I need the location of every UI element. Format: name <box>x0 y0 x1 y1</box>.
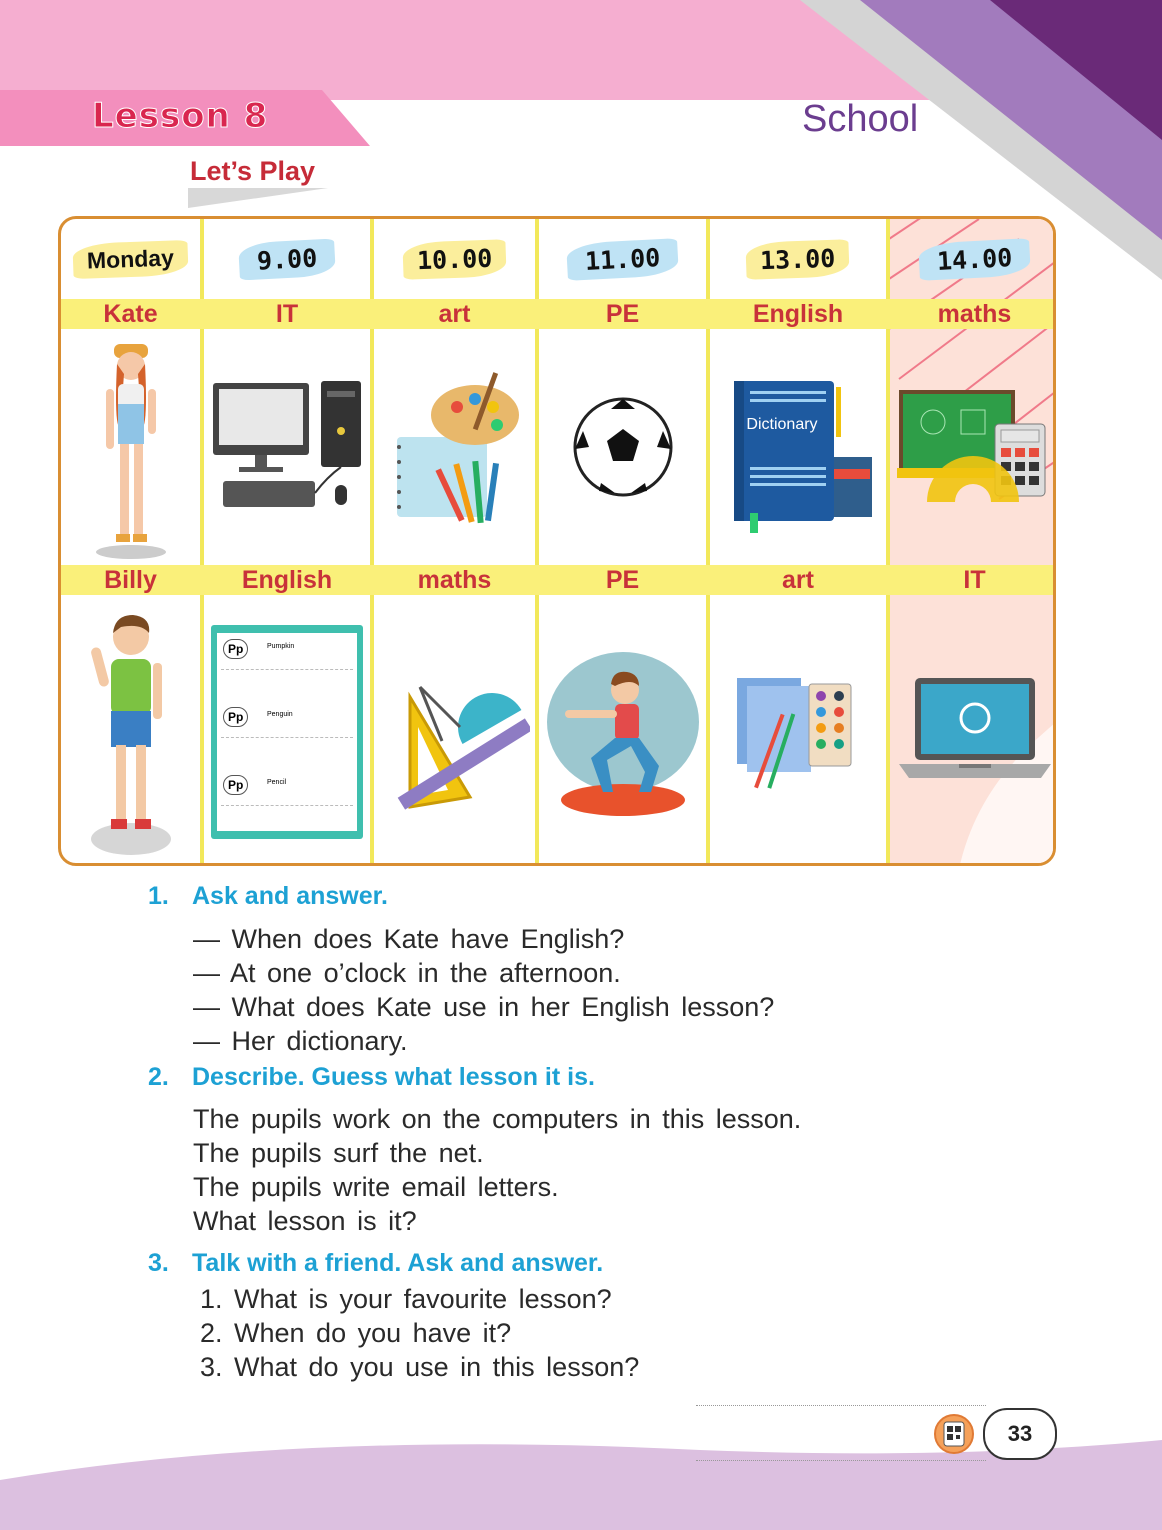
subtitle-underline <box>188 188 328 208</box>
exercise-1-dialogue <box>193 922 774 1058</box>
kate-subject: English <box>752 299 844 328</box>
question-line: 2. When do you have it? <box>200 1318 512 1348</box>
billy-subject: maths <box>417 565 492 594</box>
day-label: Monday <box>72 240 188 279</box>
billy-subject: art <box>782 565 814 594</box>
billy-subject: PE <box>605 565 640 594</box>
geometry-tools-illustration <box>374 595 535 866</box>
section-title: School <box>802 98 919 140</box>
kate-name: Kate <box>103 299 158 328</box>
dialogue-line: — When does Kate have English? <box>193 924 625 954</box>
worksheet-letters: Pp <box>223 707 248 727</box>
exercise-2-heading: 2. Describe. Guess what lesson it is. <box>148 1063 595 1091</box>
time-cell <box>539 219 706 299</box>
kate-subject: maths <box>937 299 1012 328</box>
exercise-2-text <box>193 1102 801 1238</box>
worksheet-letters: Pp <box>223 775 248 795</box>
timetable <box>58 216 1056 866</box>
kate-subject: PE <box>605 299 640 328</box>
laptop-illustration <box>890 595 1056 866</box>
time-cell <box>204 219 370 299</box>
day-cell <box>61 219 200 299</box>
worksheet-illustration <box>204 595 370 866</box>
billy-subject: IT <box>963 565 986 594</box>
question-line: 1. What is your favourite lesson? <box>200 1284 612 1314</box>
football-illustration <box>539 329 706 565</box>
time-cell <box>710 219 886 299</box>
billy-subject: English <box>241 565 333 594</box>
exercise-1-heading: 1. Ask and answer. <box>148 882 388 910</box>
exercise-3-questions <box>200 1282 639 1384</box>
paint-set-illustration <box>710 595 886 866</box>
text-line: The pupils surf the net. <box>193 1138 484 1168</box>
exercise-3 <box>148 1249 603 1278</box>
dotted-line <box>696 1405 986 1406</box>
time-label: 14.00 <box>918 238 1031 281</box>
text-line: What lesson is it? <box>193 1206 417 1236</box>
time-label: 11.00 <box>566 238 679 281</box>
dialogue-line: — Her dictionary. <box>193 1026 408 1056</box>
dialogue-line: — What does Kate use in her English lesson? <box>193 992 775 1022</box>
exercise-1 <box>148 882 388 911</box>
text-line: The pupils write email letters. <box>193 1172 559 1202</box>
footer-band <box>0 1440 1162 1530</box>
billy-name: Billy <box>104 565 157 594</box>
maths-tools-illustration <box>890 329 1056 565</box>
computer-illustration <box>204 329 370 565</box>
time-cell <box>374 219 535 299</box>
time-cell <box>890 219 1056 299</box>
subtitle: Let’s Play <box>190 156 316 186</box>
kate-illustration <box>61 329 200 565</box>
worksheet-word: Penguin <box>267 711 293 718</box>
billy-illustration <box>61 595 200 866</box>
exercise-2 <box>148 1063 595 1092</box>
question-line: 3. What do you use in this lesson? <box>200 1352 640 1382</box>
lesson-title: Lesson 8 <box>92 96 269 136</box>
exercise-3-heading: 3. Talk with a friend. Ask and answer. <box>148 1249 604 1277</box>
qr-code-icon[interactable] <box>934 1414 974 1454</box>
dotted-line <box>696 1460 986 1461</box>
dictionary-illustration <box>710 329 886 565</box>
worksheet-letters: Pp <box>223 639 248 659</box>
page-number: 33 <box>983 1408 1057 1460</box>
worksheet-word: Pencil <box>267 779 287 786</box>
kate-subject: IT <box>275 299 299 328</box>
dialogue-line: — At one o’clock in the afternoon. <box>193 958 621 988</box>
worksheet-word: Pumpkin <box>267 643 295 650</box>
art-supplies-illustration <box>374 329 535 565</box>
kate-subject: art <box>438 299 471 328</box>
time-label: 10.00 <box>402 239 506 280</box>
time-label: 13.00 <box>746 239 850 280</box>
pe-illustration <box>539 595 706 866</box>
time-label: 9.00 <box>238 238 336 280</box>
text-line: The pupils work on the computers in this lesson. <box>193 1104 802 1134</box>
dictionary-cover-label: Dictionary <box>746 416 818 433</box>
